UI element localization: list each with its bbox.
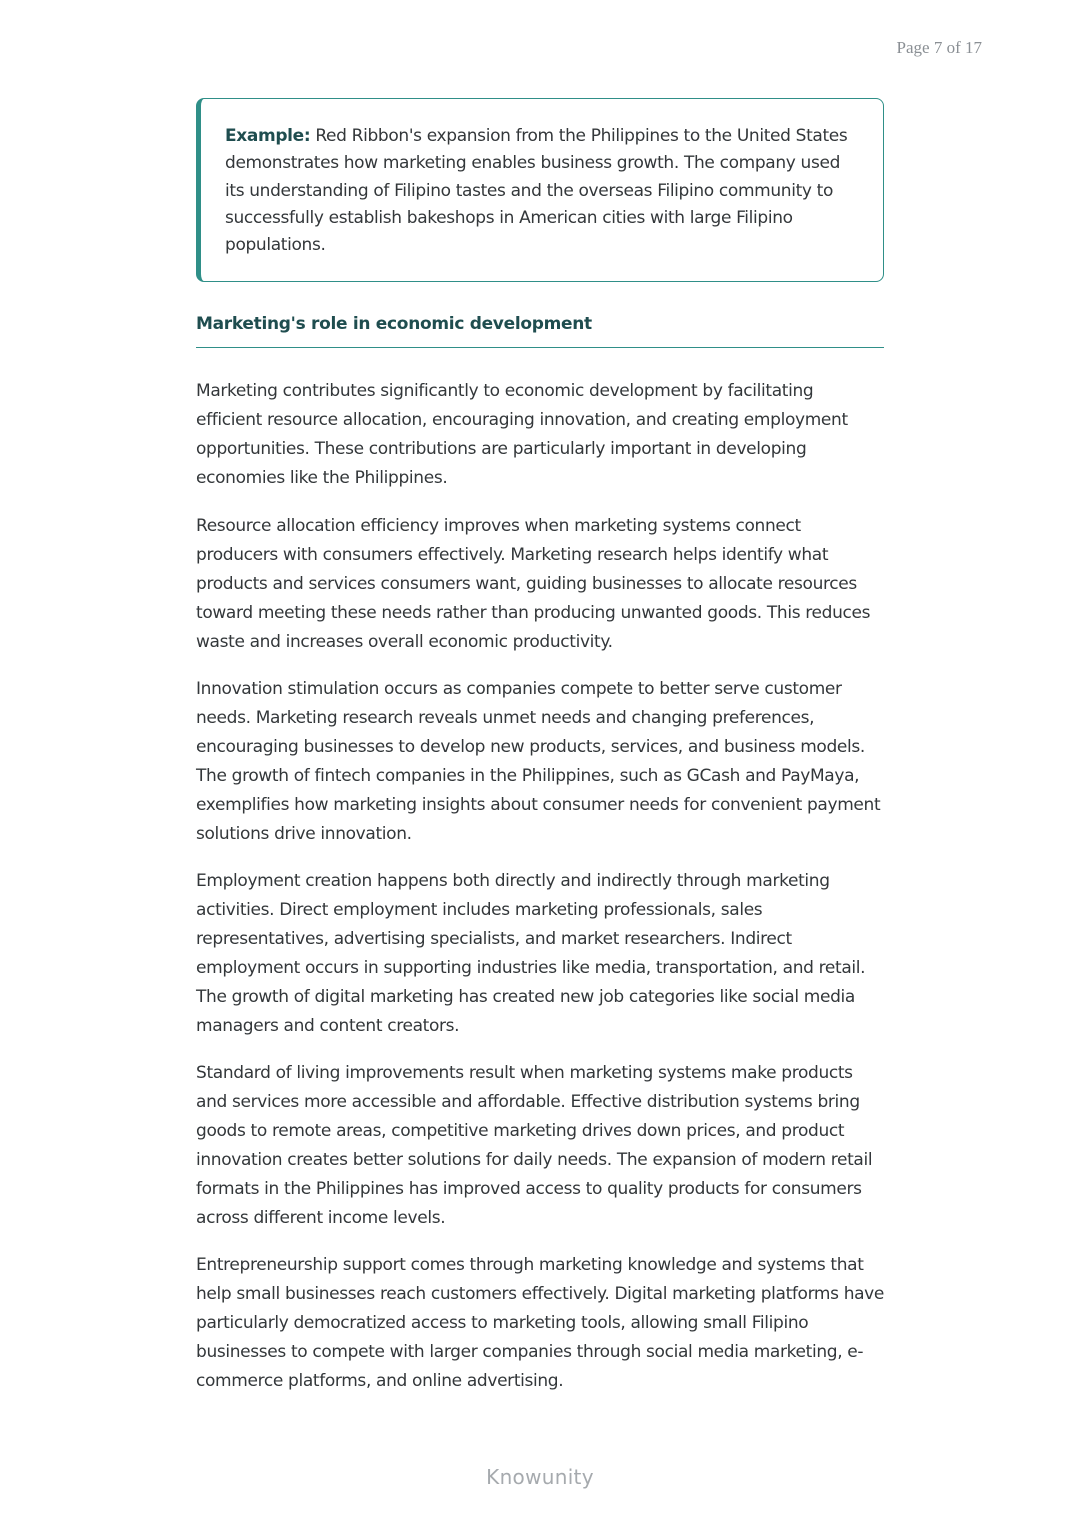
paragraph-standard-of-living: Standard of living improvements result when marketing systems make products and services more accessible and affordable. Effective distribution systems bring goods to remote areas, competitive marketing drives down prices, and product innovation creates better solutions for daily needs. The expansion of modern retail formats in the Philippines has improved access to quality products for consumers across different income levels. (196, 1063, 873, 1229)
paragraph-resource-allocation: Resource allocation efficiency improves when marketing systems connect producers with consumers effectively. Marketing research helps identify what products and services consumers want, guiding businesses to allocate resources toward meeting these needs rather than producing unwanted goods. This reduces waste and increases overall economic productivity. (196, 515, 871, 652)
section-body (196, 377, 884, 1396)
section-heading: Marketing's role in economic development (196, 314, 884, 348)
document-content (196, 98, 884, 1415)
page-number: Page 7 of 17 (896, 38, 982, 57)
example-text: Red Ribbon's expansion from the Philippines to the United States demonstrates how marketing enables business growth. The company used its understanding of Filipino tastes and the overseas Filipino community to successfully establish bakeshops in American cities with large Filipino populations. (225, 126, 848, 256)
paragraph-employment: Employment creation happens both directly and indirectly through marketing activities. Direct employment includes marketing professionals, sales representatives, advertising specialists, and market researchers. Indirect employment occurs in supporting industries like media, transportation, and retail. The growth of digital marketing has created new job categories like social media managers and content creators. (196, 871, 866, 1037)
paragraph-innovation: Innovation stimulation occurs as companies compete to better serve customer needs. Marketing research reveals unmet needs and changing preferences, encouraging businesses to develop new products, services, and business models. The growth of fintech companies in the Philippines, such as GCash and PayMaya, exemplifies how marketing insights about consumer needs for convenient payment solutions drive innovation. (196, 678, 881, 844)
example-label: Example: (225, 126, 311, 146)
paragraph-entrepreneurship: Entrepreneurship support comes through marketing knowledge and systems that help small businesses reach customers effectively. Digital marketing platforms have particularly democratized access to marketing tools, allowing small Filipino businesses to compete with larger companies through social media marketing, e-commerce platforms, and online advertising. (196, 1255, 885, 1392)
paragraph-intro: Marketing contributes significantly to economic development by facilitating efficient resource allocation, encouraging innovation, and creating employment opportunities. These contributions are particularly important in developing economies like the Philippines. (196, 381, 848, 489)
example-callout (196, 98, 884, 282)
footer-brand-logo: Knowunity (486, 1465, 594, 1489)
